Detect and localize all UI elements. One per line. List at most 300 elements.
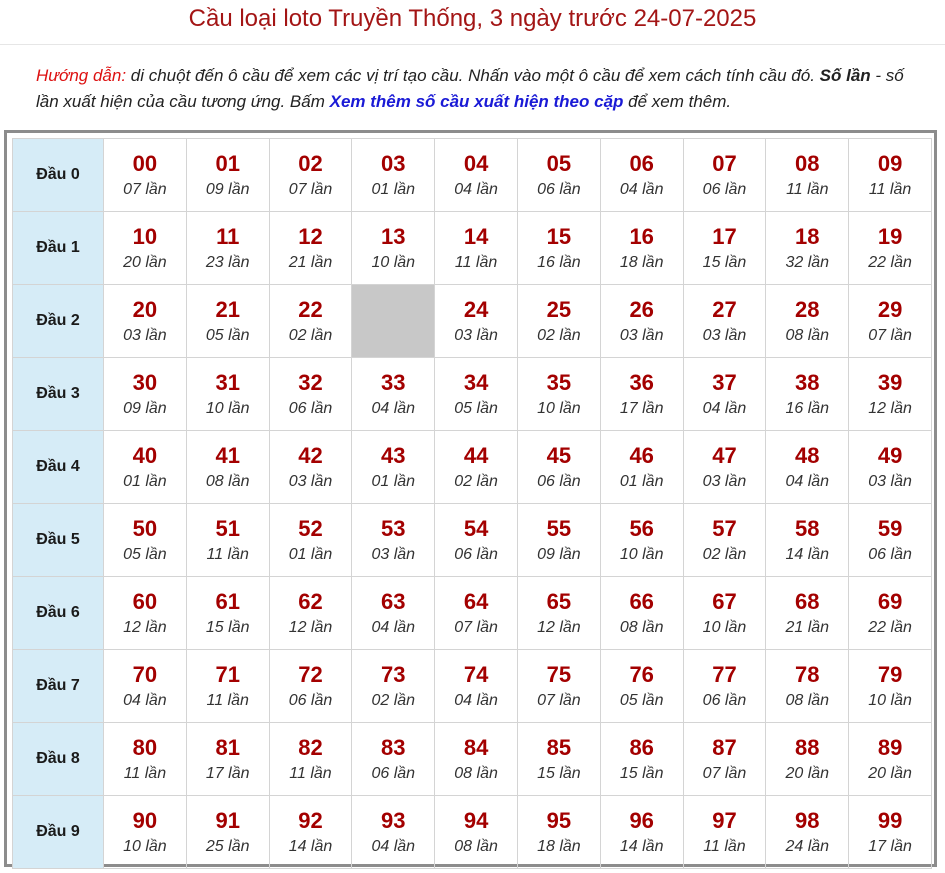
loto-number: 45 <box>546 442 572 468</box>
loto-cell[interactable] <box>766 431 849 504</box>
occurrence-count: 18 lần <box>537 837 581 855</box>
loto-cell[interactable] <box>849 139 932 212</box>
loto-number: 32 <box>298 369 323 395</box>
loto-cell[interactable] <box>435 723 518 796</box>
loto-cell[interactable] <box>435 650 518 723</box>
occurrence-count: 16 lần <box>537 253 581 271</box>
loto-cell[interactable] <box>517 212 600 285</box>
loto-number: 26 <box>629 296 654 322</box>
loto-number: 73 <box>381 661 406 687</box>
loto-number: 65 <box>546 588 572 614</box>
table-row <box>13 212 932 285</box>
occurrence-count: 04 lần <box>702 399 747 417</box>
occurrence-count: 01 lần <box>371 472 416 490</box>
loto-cell[interactable] <box>352 431 435 504</box>
loto-number: 60 <box>132 588 158 614</box>
loto-number: 25 <box>546 296 572 322</box>
loto-number: 89 <box>877 734 903 760</box>
occurrence-count: 10 lần <box>123 837 167 855</box>
loto-cell[interactable] <box>683 796 766 869</box>
loto-number: 38 <box>795 369 820 395</box>
instructions-bold: Số lần <box>819 66 871 85</box>
occurrence-count: 08 lần <box>785 691 830 709</box>
loto-number: 20 <box>132 296 158 322</box>
occurrence-count: 05 lần <box>123 545 167 563</box>
occurrence-count: 10 lần <box>619 545 664 563</box>
loto-cell[interactable] <box>849 358 932 431</box>
loto-number: 70 <box>132 661 158 687</box>
loto-cell[interactable] <box>683 723 766 796</box>
loto-number: 27 <box>712 296 737 322</box>
loto-cell[interactable] <box>352 212 435 285</box>
loto-number: 67 <box>712 588 737 614</box>
loto-cell[interactable] <box>104 358 187 431</box>
loto-number: 55 <box>546 515 572 541</box>
loto-number: 40 <box>132 442 158 468</box>
loto-cell[interactable] <box>849 577 932 650</box>
loto-cell[interactable] <box>104 504 187 577</box>
loto-cell[interactable] <box>600 285 683 358</box>
table-row <box>13 723 932 796</box>
occurrence-count: 20 lần <box>785 764 830 782</box>
instructions <box>36 63 926 115</box>
loto-cell[interactable] <box>683 650 766 723</box>
loto-cell[interactable] <box>104 285 187 358</box>
loto-number: 42 <box>298 442 323 468</box>
loto-number: 74 <box>463 661 489 687</box>
loto-cell[interactable] <box>435 212 518 285</box>
loto-number: 99 <box>877 807 903 833</box>
loto-cell[interactable] <box>683 577 766 650</box>
loto-cell[interactable] <box>849 285 932 358</box>
occurrence-count: 10 lần <box>868 691 912 709</box>
occurrence-count: 10 lần <box>371 253 416 271</box>
loto-number: 43 <box>381 442 406 468</box>
occurrence-count: 22 lần <box>868 618 912 636</box>
occurrence-count: 11 lần <box>206 545 249 563</box>
occurrence-count: 10 lần <box>205 399 250 417</box>
occurrence-count: 09 lần <box>205 180 250 198</box>
loto-cell[interactable] <box>517 285 600 358</box>
occurrence-count: 04 lần <box>371 837 416 855</box>
loto-number: 75 <box>546 661 572 687</box>
table-row <box>13 504 932 577</box>
occurrence-count: 03 lần <box>288 472 333 490</box>
loto-cell[interactable] <box>435 796 518 869</box>
occurrence-count: 17 lần <box>619 399 664 417</box>
loto-cell[interactable] <box>683 504 766 577</box>
loto-cell[interactable] <box>186 723 269 796</box>
occurrence-count: 14 lần <box>288 837 333 855</box>
loto-cell[interactable] <box>683 212 766 285</box>
loto-number: 69 <box>877 588 903 614</box>
occurrence-count: 15 lần <box>702 253 747 271</box>
occurrence-count: 01 lần <box>123 472 167 490</box>
occurrence-count: 06 lần <box>454 545 498 563</box>
loto-cell[interactable] <box>849 431 932 504</box>
loto-number: 61 <box>215 588 240 614</box>
loto-number: 95 <box>546 807 572 833</box>
loto-number: 72 <box>298 661 323 687</box>
loto-cell[interactable] <box>186 358 269 431</box>
occurrence-count: 03 lần <box>123 326 167 344</box>
loto-cell[interactable] <box>435 285 518 358</box>
loto-cell[interactable] <box>517 577 600 650</box>
loto-cell[interactable] <box>186 139 269 212</box>
occurrence-count: 06 lần <box>702 180 747 198</box>
loto-cell[interactable] <box>766 212 849 285</box>
loto-cell[interactable] <box>104 723 187 796</box>
loto-cell[interactable] <box>600 139 683 212</box>
table-row <box>13 577 932 650</box>
loto-number: 82 <box>298 734 323 760</box>
loto-number: 90 <box>132 807 158 833</box>
occurrence-count: 04 lần <box>371 618 416 636</box>
loto-cell[interactable] <box>849 723 932 796</box>
occurrence-count: 01 lần <box>371 180 416 198</box>
instructions-label: Hướng dẫn: <box>36 66 127 85</box>
loto-cell[interactable] <box>186 212 269 285</box>
table-row <box>13 650 932 723</box>
occurrence-count: 08 lần <box>205 472 250 490</box>
occurrence-count: 09 lần <box>537 545 581 563</box>
occurrence-count: 05 lần <box>205 326 250 344</box>
occurrence-count: 21 lần <box>288 253 333 271</box>
loto-cell[interactable] <box>269 796 352 869</box>
occurrence-count: 17 lần <box>205 764 250 782</box>
occurrence-count: 11 lần <box>786 180 829 198</box>
loto-number: 35 <box>546 369 572 395</box>
loto-cell[interactable] <box>849 650 932 723</box>
occurrence-count: 04 lần <box>123 691 167 709</box>
loto-cell[interactable] <box>269 358 352 431</box>
loto-cell[interactable] <box>435 504 518 577</box>
loto-cell[interactable] <box>600 212 683 285</box>
occurrence-count: 07 lần <box>123 180 167 198</box>
loto-number: 58 <box>795 515 820 541</box>
occurrence-count: 24 lần <box>785 837 830 855</box>
loto-cell[interactable] <box>352 358 435 431</box>
loto-cell[interactable] <box>269 431 352 504</box>
occurrence-count: 15 lần <box>205 618 250 636</box>
occurrence-count: 22 lần <box>868 253 912 271</box>
loto-cell[interactable] <box>517 650 600 723</box>
loto-cell[interactable] <box>269 212 352 285</box>
occurrence-count: 21 lần <box>785 618 830 636</box>
row-head: Đầu 7 <box>13 650 104 723</box>
see-more-pairs-link[interactable]: Xem thêm số cầu xuất hiện theo cặp <box>329 92 624 111</box>
loto-cell[interactable] <box>352 723 435 796</box>
occurrence-count: 08 lần <box>619 618 664 636</box>
occurrence-count: 03 lần <box>454 326 498 344</box>
loto-cell[interactable] <box>517 796 600 869</box>
loto-cell[interactable] <box>600 650 683 723</box>
loto-number: 77 <box>712 661 737 687</box>
loto-cell[interactable] <box>600 796 683 869</box>
loto-cell[interactable] <box>766 285 849 358</box>
loto-cell[interactable] <box>766 577 849 650</box>
loto-cell[interactable] <box>435 139 518 212</box>
loto-number: 68 <box>795 588 820 614</box>
loto-number: 79 <box>877 661 903 687</box>
occurrence-count: 12 lần <box>537 618 581 636</box>
row-head: Đầu 3 <box>13 358 104 431</box>
loto-number: 52 <box>298 515 323 541</box>
loto-number: 66 <box>629 588 654 614</box>
instructions-text: di chuột đến ô cầu để xem các vị trí tạo cầu. Nhấn vào một ô cầu để xem cách tính cầu đó. <box>126 66 820 85</box>
loto-cell[interactable] <box>517 431 600 504</box>
loto-number: 02 <box>298 150 323 176</box>
loto-number: 13 <box>381 223 406 249</box>
occurrence-count: 10 lần <box>702 618 747 636</box>
occurrence-count: 06 lần <box>371 764 416 782</box>
loto-number: 09 <box>877 150 903 176</box>
occurrence-count: 18 lần <box>619 253 664 271</box>
loto-cell[interactable] <box>435 577 518 650</box>
loto-number: 41 <box>215 442 240 468</box>
loto-number: 91 <box>215 807 240 833</box>
loto-cell[interactable] <box>104 139 187 212</box>
loto-cell[interactable] <box>683 139 766 212</box>
table-row <box>13 139 932 212</box>
loto-number: 33 <box>381 369 406 395</box>
loto-number: 87 <box>712 734 737 760</box>
occurrence-count: 04 lần <box>371 399 416 417</box>
occurrence-count: 25 lần <box>205 837 250 855</box>
loto-cell[interactable] <box>600 431 683 504</box>
loto-cell[interactable] <box>435 358 518 431</box>
loto-number: 06 <box>629 150 654 176</box>
occurrence-count: 01 lần <box>288 545 333 563</box>
loto-cell[interactable] <box>683 358 766 431</box>
loto-number: 57 <box>712 515 737 541</box>
loto-cell[interactable] <box>849 796 932 869</box>
loto-cell[interactable] <box>186 796 269 869</box>
row-head: Đầu 2 <box>13 285 104 358</box>
loto-number: 48 <box>795 442 820 468</box>
instructions-text-2: - số lần xuất hiện của cầu tương ứng. Bấm <box>36 66 904 111</box>
loto-cell[interactable] <box>766 139 849 212</box>
loto-number: 49 <box>877 442 903 468</box>
loto-number: 76 <box>629 661 654 687</box>
loto-cell[interactable] <box>104 577 187 650</box>
occurrence-count: 02 lần <box>702 545 747 563</box>
loto-cell[interactable] <box>600 504 683 577</box>
loto-number: 10 <box>132 223 158 249</box>
occurrence-count: 01 lần <box>619 472 664 490</box>
table-row <box>13 285 932 358</box>
occurrence-count: 03 lần <box>702 326 747 344</box>
loto-number: 47 <box>712 442 737 468</box>
loto-cell[interactable] <box>104 796 187 869</box>
loto-cell[interactable] <box>104 212 187 285</box>
occurrence-count: 15 lần <box>537 764 581 782</box>
occurrence-count: 07 lần <box>702 764 747 782</box>
occurrence-count: 06 lần <box>868 545 912 563</box>
loto-cell[interactable] <box>600 358 683 431</box>
loto-cell[interactable] <box>600 577 683 650</box>
loto-cell[interactable] <box>352 577 435 650</box>
occurrence-count: 04 lần <box>619 180 664 198</box>
occurrence-count: 07 lần <box>537 691 581 709</box>
occurrence-count: 06 lần <box>537 180 581 198</box>
loto-cell[interactable] <box>269 650 352 723</box>
loto-cell[interactable] <box>766 650 849 723</box>
occurrence-count: 09 lần <box>123 399 167 417</box>
loto-number: 04 <box>463 150 489 176</box>
occurrence-count: 07 lần <box>454 618 498 636</box>
loto-number: 46 <box>629 442 654 468</box>
loto-number: 78 <box>795 661 820 687</box>
loto-cell[interactable] <box>186 650 269 723</box>
loto-number: 86 <box>629 734 654 760</box>
occurrence-count: 03 lần <box>868 472 912 490</box>
table-row <box>13 358 932 431</box>
loto-cell[interactable] <box>600 723 683 796</box>
loto-number: 36 <box>629 369 654 395</box>
loto-number: 64 <box>463 588 489 614</box>
loto-number: 15 <box>546 223 572 249</box>
loto-number: 59 <box>877 515 903 541</box>
occurrence-count: 08 lần <box>454 764 498 782</box>
loto-number: 16 <box>629 223 654 249</box>
occurrence-count: 20 lần <box>123 253 167 271</box>
loto-number: 18 <box>795 223 820 249</box>
row-head: Đầu 8 <box>13 723 104 796</box>
loto-number: 12 <box>298 223 323 249</box>
occurrence-count: 10 lần <box>537 399 581 417</box>
loto-cell[interactable] <box>186 285 269 358</box>
loto-cell[interactable] <box>186 577 269 650</box>
loto-cell[interactable] <box>849 212 932 285</box>
loto-number: 88 <box>795 734 820 760</box>
loto-cell[interactable] <box>849 504 932 577</box>
loto-number: 62 <box>298 588 323 614</box>
loto-number: 53 <box>381 515 406 541</box>
loto-number: 94 <box>463 807 489 833</box>
occurrence-count: 11 lần <box>868 180 912 198</box>
loto-cell[interactable] <box>683 285 766 358</box>
loto-cell[interactable] <box>517 504 600 577</box>
occurrence-count: 04 lần <box>785 472 830 490</box>
occurrence-count: 03 lần <box>702 472 747 490</box>
occurrence-count: 02 lần <box>371 691 416 709</box>
occurrence-count: 11 lần <box>703 837 746 855</box>
loto-cell[interactable] <box>766 723 849 796</box>
occurrence-count: 11 lần <box>289 764 332 782</box>
row-head: Đầu 9 <box>13 796 104 869</box>
occurrence-count: 12 lần <box>868 399 912 417</box>
loto-cell[interactable] <box>517 358 600 431</box>
row-head: Đầu 4 <box>13 431 104 504</box>
loto-number: 51 <box>215 515 240 541</box>
occurrence-count: 08 lần <box>785 326 830 344</box>
loto-number: 19 <box>877 223 903 249</box>
loto-cell[interactable] <box>104 431 187 504</box>
occurrence-count: 14 lần <box>619 837 664 855</box>
loto-number: 92 <box>298 807 323 833</box>
loto-cell[interactable] <box>352 650 435 723</box>
occurrence-count: 05 lần <box>619 691 664 709</box>
loto-number: 85 <box>546 734 572 760</box>
loto-number: 80 <box>132 734 158 760</box>
loto-number: 34 <box>463 369 489 395</box>
occurrence-count: 02 lần <box>454 472 498 490</box>
occurrence-count: 15 lần <box>619 764 664 782</box>
occurrence-count: 03 lần <box>619 326 664 344</box>
occurrence-count: 11 lần <box>123 764 167 782</box>
occurrence-count: 20 lần <box>868 764 912 782</box>
loto-cell[interactable] <box>269 723 352 796</box>
loto-grid <box>4 130 937 867</box>
loto-number: 97 <box>712 807 737 833</box>
loto-number: 50 <box>132 515 158 541</box>
row-head: Đầu 1 <box>13 212 104 285</box>
loto-number: 14 <box>463 223 489 249</box>
loto-cell[interactable] <box>269 577 352 650</box>
loto-number: 98 <box>795 807 820 833</box>
loto-table <box>12 138 932 869</box>
loto-number: 03 <box>381 150 406 176</box>
table-row <box>13 796 932 869</box>
occurrence-count: 04 lần <box>454 691 498 709</box>
loto-number: 05 <box>546 150 572 176</box>
loto-cell[interactable] <box>104 650 187 723</box>
loto-number: 28 <box>795 296 820 322</box>
occurrence-count: 11 lần <box>454 253 498 271</box>
row-head: Đầu 5 <box>13 504 104 577</box>
loto-cell[interactable] <box>186 431 269 504</box>
loto-number: 39 <box>877 369 903 395</box>
occurrence-count: 12 lần <box>123 618 167 636</box>
loto-cell[interactable] <box>186 504 269 577</box>
table-row <box>13 431 932 504</box>
occurrence-count: 05 lần <box>454 399 498 417</box>
instructions-text-3: để xem thêm. <box>623 92 732 111</box>
occurrence-count: 02 lần <box>288 326 333 344</box>
loto-cell[interactable] <box>683 431 766 504</box>
loto-number: 84 <box>463 734 489 760</box>
page-title: Cầu loại loto Truyền Thống, 3 ngày trước 24-07-2025 <box>0 0 945 45</box>
loto-cell[interactable] <box>766 358 849 431</box>
loto-number: 00 <box>132 150 158 176</box>
loto-cell[interactable] <box>352 504 435 577</box>
loto-number: 11 <box>216 223 240 249</box>
occurrence-count: 16 lần <box>785 399 830 417</box>
loto-cell[interactable] <box>269 504 352 577</box>
loto-cell[interactable] <box>435 431 518 504</box>
loto-number: 56 <box>629 515 654 541</box>
row-head: Đầu 6 <box>13 577 104 650</box>
occurrence-count: 06 lần <box>288 691 333 709</box>
loto-number: 01 <box>215 150 240 176</box>
loto-number: 93 <box>381 807 406 833</box>
loto-cell[interactable] <box>517 139 600 212</box>
loto-number: 96 <box>629 807 654 833</box>
loto-cell[interactable] <box>766 796 849 869</box>
loto-number: 37 <box>712 369 737 395</box>
loto-number: 29 <box>877 296 903 322</box>
loto-cell[interactable] <box>269 285 352 358</box>
loto-number: 30 <box>132 369 158 395</box>
loto-cell[interactable] <box>517 723 600 796</box>
loto-number: 81 <box>215 734 240 760</box>
loto-number: 08 <box>795 150 820 176</box>
loto-cell[interactable] <box>766 504 849 577</box>
loto-cell[interactable] <box>352 796 435 869</box>
loto-cell[interactable] <box>269 139 352 212</box>
loto-cell[interactable] <box>352 139 435 212</box>
